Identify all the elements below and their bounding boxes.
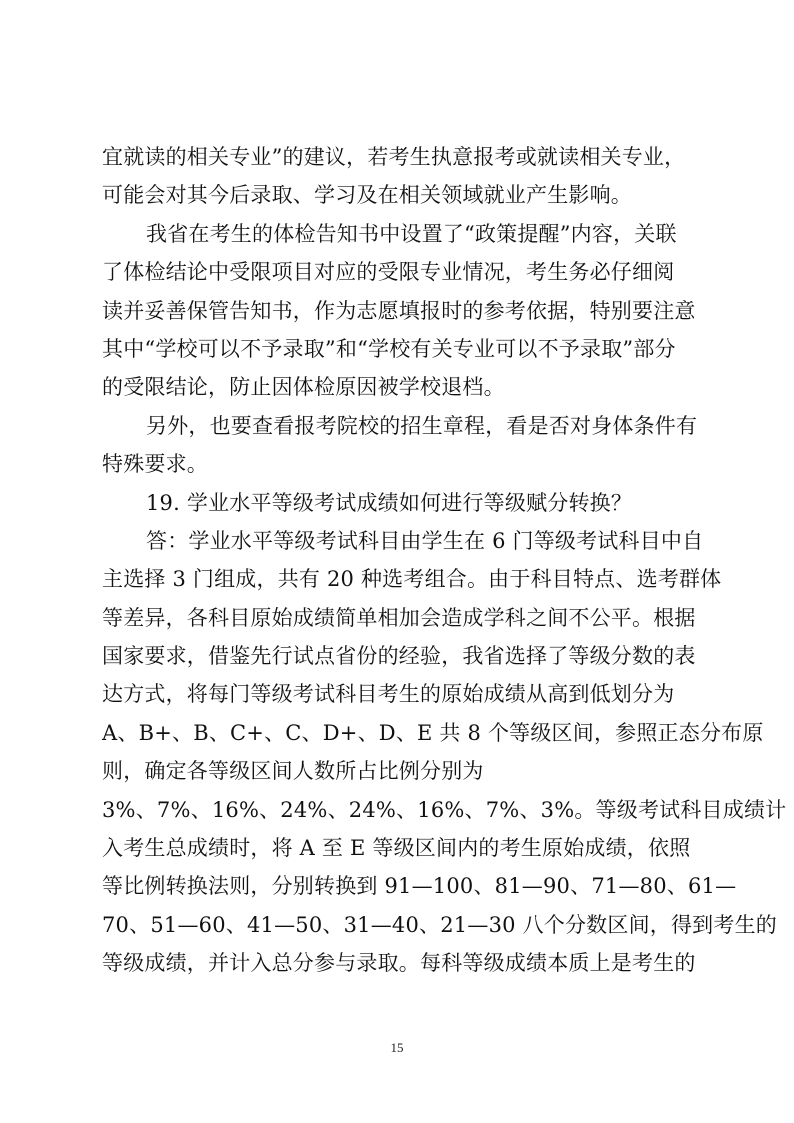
text-line: 达方式，将每门等级考试科目考生的原始成绩从高到低划分为 bbox=[102, 682, 675, 707]
text-line: 等比例转换法则，分别转换到 91—100、81—90、71—80、61— bbox=[102, 874, 737, 899]
section-heading: 19. 学业水平等级考试成绩如何进行等级赋分转换？ bbox=[146, 490, 633, 515]
body-text bbox=[102, 138, 787, 983]
text-line: 另外，也要查看报考院校的招生章程，看是否对身体条件有 bbox=[146, 413, 698, 438]
text-line: 3%、7%、16%、24%、24%、16%、7%、3%。等级考试科目成绩计 bbox=[102, 797, 787, 822]
text-line: 入考生总成绩时，将 A 至 E 等级区间内的考生原始成绩，依照 bbox=[102, 836, 691, 861]
text-line: 国家要求，借鉴先行试点省份的经验，我省选择了等级分数的表 bbox=[102, 644, 696, 669]
text-line: 答：学业水平等级考试科目由学生在 6 门等级考试科目中自 bbox=[146, 528, 704, 553]
text-line: 70、51—60、41—50、31—40、21—30 八个分数区间，得到考生的 bbox=[102, 912, 777, 937]
page-number: 15 bbox=[390, 1040, 404, 1055]
text-line: 主选择 3 门组成，共有 20 种选考组合。由于科目特点、选考群体 bbox=[102, 567, 722, 592]
text-line: A、B+、B、C+、C、D+、D、E 共 8 个等级区间，参照正态分布原 bbox=[102, 720, 764, 745]
text-line: 特殊要求。 bbox=[102, 452, 208, 477]
text-line: 则，确定各等级区间人数所占比例分别为 bbox=[102, 759, 484, 784]
text-line: 宜就读的相关专业”的建议，若考生执意报考或就读相关专业， bbox=[102, 145, 686, 169]
text-line: 的受限结论，防止因体检原因被学校退档。 bbox=[102, 375, 505, 400]
text-line: 可能会对其今后录取、学习及在相关领域就业产生影响。 bbox=[102, 183, 632, 208]
text-line: 读并妥善保管告知书，作为志愿填报时的参考依据，特别要注意 bbox=[102, 298, 696, 323]
text-line: 我省在考生的体检告知书中设置了“政策提醒”内容，关联 bbox=[146, 221, 677, 246]
text-line: 了体检结论中受限项目对应的受限专业情况，考生务必仔细阅 bbox=[102, 260, 675, 285]
text-line: 等级成绩，并计入总分参与录取。每科等级成绩本质上是考生的 bbox=[102, 951, 696, 976]
text-line: 等差异，各科目原始成绩简单相加会造成学科之间不公平。根据 bbox=[102, 605, 696, 630]
text-line: 其中“学校可以不予录取”和“学校有关专业可以不予录取”部分 bbox=[102, 336, 676, 361]
